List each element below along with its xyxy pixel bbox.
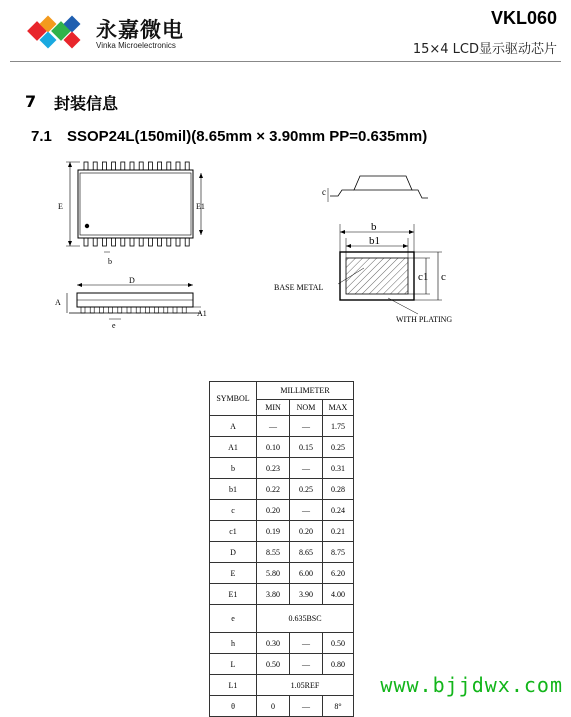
table-cell: L1: [210, 675, 257, 696]
label-c1: c1: [418, 271, 429, 283]
table-cell: —: [290, 416, 323, 437]
label-D: D: [129, 276, 135, 285]
table-cell: 0.19: [257, 521, 290, 542]
table-cell: 0.50: [323, 633, 354, 654]
table-cell: —: [290, 633, 323, 654]
top-pin: [102, 162, 106, 170]
header-divider: [10, 61, 561, 62]
label-c-section: c: [441, 271, 446, 283]
package-top-view: [58, 160, 218, 268]
table-row: [210, 479, 354, 500]
lead-cross-section: [268, 218, 468, 326]
table-cell: 0.10: [257, 437, 290, 458]
table-cell: 0.25: [290, 479, 323, 500]
table-cell: 8.75: [323, 542, 354, 563]
label-E1: E1: [196, 202, 205, 211]
subsection-title: SSOP24L(150mil)(8.65mm × 3.90mm PP=0.635mm): [67, 128, 428, 145]
table-cell: c1: [210, 521, 257, 542]
label-b: b: [108, 257, 112, 266]
table-cell: —: [290, 500, 323, 521]
table-row: [210, 584, 354, 605]
top-pin: [158, 162, 162, 170]
table-cell: 8°: [323, 696, 354, 717]
table-cell: 6.00: [290, 563, 323, 584]
top-pin: [139, 162, 143, 170]
table-cell: 0.21: [323, 521, 354, 542]
table-cell: 0.22: [257, 479, 290, 500]
bottom-pin: [112, 238, 116, 246]
table-row: [210, 563, 354, 584]
table-cell: 8.55: [257, 542, 290, 563]
table-cell: 3.80: [257, 584, 290, 605]
table-cell: 0.23: [257, 458, 290, 479]
table-cell: E: [210, 563, 257, 584]
table-cell: A: [210, 416, 257, 437]
table-row: [210, 416, 354, 437]
brand-name: 永嘉微电: [96, 18, 184, 42]
table-cell: E1: [210, 584, 257, 605]
dimension-table: [209, 381, 354, 717]
table-row: [210, 654, 354, 675]
table-cell: 0.28: [323, 479, 354, 500]
table-cell: 6.20: [323, 563, 354, 584]
table-cell: 5.80: [257, 563, 290, 584]
table-cell: 4.00: [323, 584, 354, 605]
table-cell: 0.31: [323, 458, 354, 479]
table-cell: —: [290, 654, 323, 675]
table-cell: 0.80: [323, 654, 354, 675]
bottom-pin: [139, 238, 143, 246]
table-row: [210, 458, 354, 479]
table-header-symbol: SYMBOL: [210, 382, 257, 416]
logo-diamonds-icon: [26, 14, 92, 50]
table-cell: —: [290, 696, 323, 717]
label-e: e: [112, 321, 116, 330]
section-number: 7: [25, 92, 37, 111]
lead-detail-view: [318, 168, 430, 208]
table-col-header: MIN: [257, 400, 290, 416]
table-cell: 3.90: [290, 584, 323, 605]
table-cell: 0.20: [290, 521, 323, 542]
brand-logo: [26, 14, 92, 50]
top-pin: [148, 162, 152, 170]
table-col-header: NOM: [290, 400, 323, 416]
table-cell: A1: [210, 437, 257, 458]
table-header-unit: MILLIMETER: [257, 382, 354, 400]
table-cell: θ: [210, 696, 257, 717]
top-pin: [121, 162, 125, 170]
table-cell: 0.50: [257, 654, 290, 675]
bottom-pin: [84, 238, 88, 246]
table-col-header: MAX: [323, 400, 354, 416]
table-cell: 0.25: [323, 437, 354, 458]
top-pin: [185, 162, 189, 170]
label-c-lead: c: [322, 187, 326, 197]
table-row: [210, 521, 354, 542]
table-cell: b: [210, 458, 257, 479]
table-cell: —: [290, 458, 323, 479]
bottom-pin: [102, 238, 106, 246]
table-cell: e: [210, 605, 257, 633]
table-row: [210, 542, 354, 563]
package-side-view: [55, 275, 215, 333]
table-cell: b1: [210, 479, 257, 500]
table-row: [210, 500, 354, 521]
table-cell: D: [210, 542, 257, 563]
label-b1: b1: [369, 235, 380, 247]
label-base-metal: BASE METAL: [274, 283, 324, 292]
table-cell: 0.20: [257, 500, 290, 521]
label-A1: A1: [197, 309, 207, 318]
table-row: [210, 437, 354, 458]
table-row: [210, 696, 354, 717]
table-cell: 0: [257, 696, 290, 717]
bottom-pin: [130, 238, 134, 246]
watermark: www.bjjdwx.com: [380, 673, 563, 697]
subsection-number: 7.1: [31, 128, 52, 145]
top-pin: [167, 162, 171, 170]
table-row: [210, 675, 354, 696]
table-cell: c: [210, 500, 257, 521]
top-pin: [176, 162, 180, 170]
section-title: 封装信息: [54, 94, 119, 113]
table-cell: L: [210, 654, 257, 675]
label-A: A: [55, 298, 61, 307]
top-pin: [93, 162, 97, 170]
table-row: [210, 633, 354, 654]
brand-subtitle: Vinka Microelectronics: [96, 41, 176, 50]
table-cell: 0.635BSC: [257, 605, 354, 633]
bottom-pin: [158, 238, 162, 246]
table-cell: 0.15: [290, 437, 323, 458]
top-pin: [112, 162, 116, 170]
bottom-pin: [148, 238, 152, 246]
label-with-plating: WITH PLATING: [396, 315, 453, 324]
table-cell: 8.65: [290, 542, 323, 563]
bottom-pin: [93, 238, 97, 246]
bottom-pin: [176, 238, 180, 246]
document-id: VKL060: [490, 8, 557, 28]
table-cell: 1.05REF: [257, 675, 354, 696]
table-cell: 1.75: [323, 416, 354, 437]
top-pin: [84, 162, 88, 170]
bottom-pin: [167, 238, 171, 246]
bottom-pin: [121, 238, 125, 246]
table-row: [210, 605, 354, 633]
table-cell: h: [210, 633, 257, 654]
bottom-pin: [185, 238, 189, 246]
table-cell: —: [257, 416, 290, 437]
table-cell: 0.30: [257, 633, 290, 654]
document-subtitle: 15×4 LCD显示驱动芯片: [412, 42, 557, 57]
table-cell: 0.24: [323, 500, 354, 521]
label-E: E: [58, 202, 63, 211]
top-pin: [130, 162, 134, 170]
label-b-section: b: [371, 221, 377, 233]
